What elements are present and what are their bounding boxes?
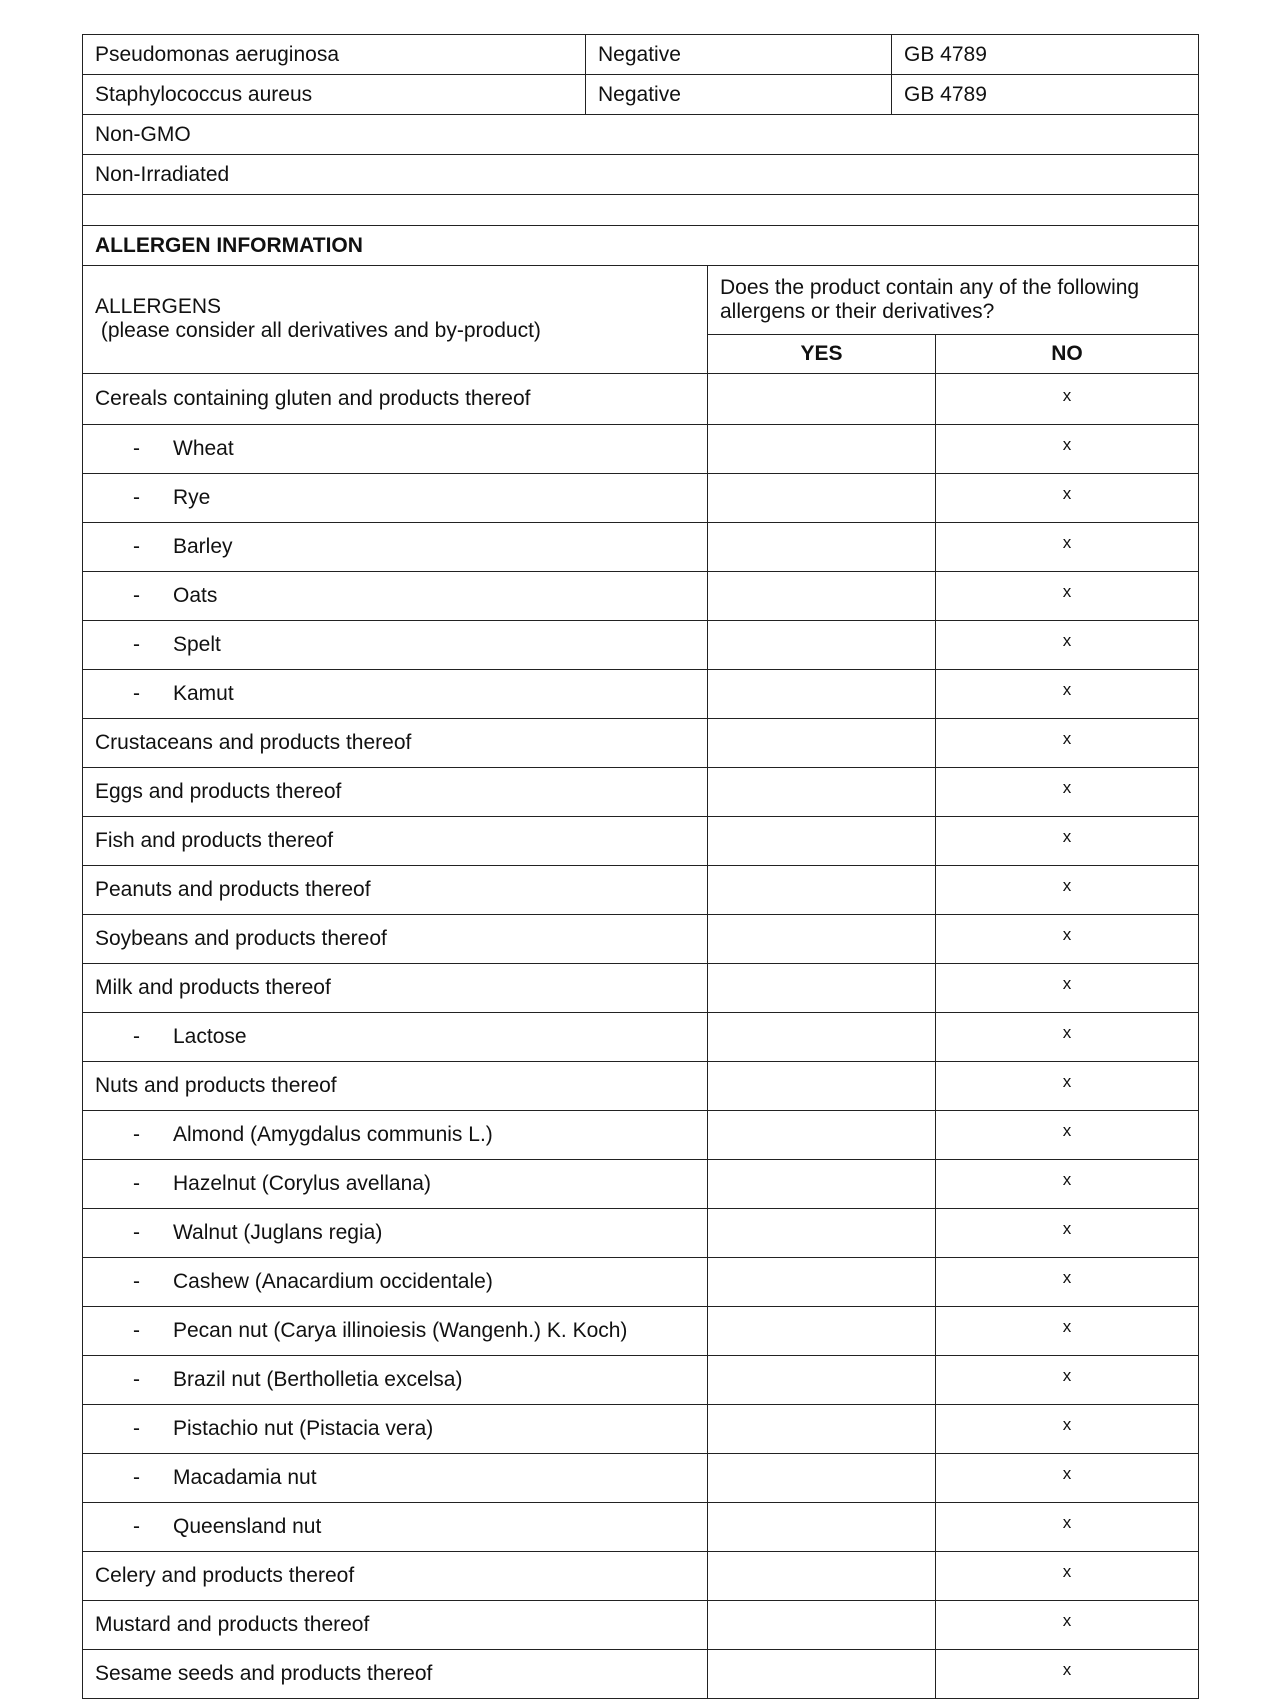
table-row — [83, 865, 1199, 914]
empty-row — [83, 195, 1199, 226]
allergen-name-cell — [83, 1257, 708, 1306]
no-mark: x — [936, 1404, 1199, 1453]
table-row — [83, 571, 1199, 620]
no-mark: x — [936, 1551, 1199, 1600]
table-row — [83, 1012, 1199, 1061]
yes-mark — [708, 1012, 936, 1061]
yes-mark — [708, 1502, 936, 1551]
allergen-name-cell — [83, 1404, 708, 1453]
table-row — [83, 963, 1199, 1012]
allergen-name: Wheat — [173, 436, 234, 460]
table-row — [83, 75, 1199, 115]
yes-mark — [708, 1208, 936, 1257]
sub-item-marker: - — [133, 1171, 140, 1195]
no-mark: x — [936, 1502, 1199, 1551]
table-row — [83, 1600, 1199, 1649]
allergen-name: Pistachio nut (Pistacia vera) — [173, 1416, 434, 1440]
no-mark: x — [936, 914, 1199, 963]
micro-method: GB 4789 — [892, 35, 1199, 75]
table-row — [83, 522, 1199, 571]
yes-mark — [708, 1061, 936, 1110]
table-row — [83, 35, 1199, 75]
allergen-name-cell — [83, 1012, 708, 1061]
allergen-name: Brazil nut (Bertholletia excelsa) — [173, 1367, 463, 1391]
table-row — [83, 620, 1199, 669]
allergen-name-cell — [83, 1306, 708, 1355]
sub-item-marker: - — [133, 1367, 140, 1391]
micro-name: Staphylococcus aureus — [83, 75, 586, 115]
no-mark: x — [936, 1061, 1199, 1110]
no-column-header: NO — [936, 334, 1199, 373]
yes-mark — [708, 1355, 936, 1404]
table-row — [83, 669, 1199, 718]
no-mark: x — [936, 669, 1199, 718]
no-mark: x — [936, 1649, 1199, 1698]
table-row — [83, 155, 1199, 195]
allergens-column-header — [83, 265, 708, 373]
table-row — [83, 424, 1199, 473]
yes-mark — [708, 669, 936, 718]
yes-mark — [708, 865, 936, 914]
allergen-name: Rye — [173, 485, 211, 509]
allergen-name-cell: Crustaceans and products thereof — [83, 718, 708, 767]
table-row — [83, 1208, 1199, 1257]
micro-result: Negative — [586, 35, 892, 75]
table-row — [83, 767, 1199, 816]
allergen-name: Almond (Amygdalus communis L.) — [173, 1122, 493, 1146]
no-mark: x — [936, 963, 1199, 1012]
table-row — [83, 914, 1199, 963]
allergen-name-cell — [83, 1159, 708, 1208]
no-mark: x — [936, 1355, 1199, 1404]
no-mark: x — [936, 522, 1199, 571]
table-row — [83, 373, 1199, 424]
allergens-note: (please consider all derivatives and by-product) — [95, 319, 541, 342]
sub-item-marker: - — [133, 436, 140, 460]
no-mark: x — [936, 1159, 1199, 1208]
yes-mark — [708, 522, 936, 571]
micro-table — [82, 34, 1199, 266]
yes-mark — [708, 767, 936, 816]
sub-item-marker: - — [133, 1514, 140, 1538]
yes-mark — [708, 1404, 936, 1453]
section-title: ALLERGEN INFORMATION — [83, 226, 1199, 266]
allergen-name: Queensland nut — [173, 1514, 322, 1538]
yes-mark — [708, 1159, 936, 1208]
table-row — [83, 1649, 1199, 1698]
allergen-name-cell — [83, 424, 708, 473]
allergen-name-cell: Peanuts and products thereof — [83, 865, 708, 914]
table-row — [83, 195, 1199, 226]
allergen-name-cell — [83, 620, 708, 669]
table-row — [83, 1306, 1199, 1355]
yes-mark — [708, 571, 936, 620]
table-row — [83, 1159, 1199, 1208]
sub-item-marker: - — [133, 1465, 140, 1489]
micro-result: Negative — [586, 75, 892, 115]
table-row — [83, 1061, 1199, 1110]
allergen-name-cell: Eggs and products thereof — [83, 767, 708, 816]
allergen-name: Lactose — [173, 1024, 247, 1048]
yes-mark — [708, 1600, 936, 1649]
yes-mark — [708, 1110, 936, 1159]
allergen-table — [82, 265, 1199, 1699]
table-row — [83, 1453, 1199, 1502]
yes-mark — [708, 914, 936, 963]
table-row — [83, 816, 1199, 865]
allergen-name: Macadamia nut — [173, 1465, 317, 1489]
yes-mark — [708, 373, 936, 424]
yes-mark — [708, 1306, 936, 1355]
no-mark: x — [936, 1306, 1199, 1355]
allergen-name-cell: Soybeans and products thereof — [83, 914, 708, 963]
spec-document — [82, 34, 1198, 1699]
allergen-name: Pecan nut (Carya illinoiesis (Wangenh.) K. Koch) — [173, 1318, 628, 1342]
sub-item-marker: - — [133, 1024, 140, 1048]
yes-column-header: YES — [708, 334, 936, 373]
allergen-name: Hazelnut (Corylus avellana) — [173, 1171, 431, 1195]
allergen-name: Kamut — [173, 681, 234, 705]
table-row — [83, 1257, 1199, 1306]
yes-mark — [708, 473, 936, 522]
allergen-name-cell — [83, 1453, 708, 1502]
allergen-name-cell — [83, 522, 708, 571]
table-row — [83, 718, 1199, 767]
allergen-name-cell — [83, 1208, 708, 1257]
sub-item-marker: - — [133, 485, 140, 509]
allergen-name: Walnut (Juglans regia) — [173, 1220, 383, 1244]
allergen-name-cell — [83, 1502, 708, 1551]
allergen-name-cell: Sesame seeds and products thereof — [83, 1649, 708, 1698]
no-mark: x — [936, 1453, 1199, 1502]
table-row — [83, 1110, 1199, 1159]
no-mark: x — [936, 718, 1199, 767]
allergen-name-cell: Celery and products thereof — [83, 1551, 708, 1600]
table-row — [83, 226, 1199, 266]
table-row — [83, 473, 1199, 522]
yes-mark — [708, 1257, 936, 1306]
no-mark: x — [936, 620, 1199, 669]
table-row — [83, 1355, 1199, 1404]
sub-item-marker: - — [133, 534, 140, 558]
no-mark: x — [936, 767, 1199, 816]
status-non-gmo: Non-GMO — [83, 115, 1199, 155]
yes-mark — [708, 1551, 936, 1600]
allergen-name: Barley — [173, 534, 233, 558]
micro-name: Pseudomonas aeruginosa — [83, 35, 586, 75]
no-mark: x — [936, 1110, 1199, 1159]
no-mark: x — [936, 1208, 1199, 1257]
allergen-name-cell: Fish and products thereof — [83, 816, 708, 865]
sub-item-marker: - — [133, 632, 140, 656]
status-non-irradiated: Non-Irradiated — [83, 155, 1199, 195]
allergen-name-cell — [83, 1355, 708, 1404]
yes-mark — [708, 620, 936, 669]
no-mark: x — [936, 473, 1199, 522]
allergen-name: Spelt — [173, 632, 221, 656]
allergens-label: ALLERGENS — [95, 295, 222, 318]
no-mark: x — [936, 816, 1199, 865]
table-row — [83, 1502, 1199, 1551]
no-mark: x — [936, 424, 1199, 473]
allergen-name: Cashew (Anacardium occidentale) — [173, 1269, 493, 1293]
micro-method: GB 4789 — [892, 75, 1199, 115]
allergen-name-cell: Mustard and products thereof — [83, 1600, 708, 1649]
sub-item-marker: - — [133, 1220, 140, 1244]
yes-mark — [708, 1649, 936, 1698]
no-mark: x — [936, 1600, 1199, 1649]
allergen-name-cell — [83, 669, 708, 718]
yes-mark — [708, 1453, 936, 1502]
yes-mark — [708, 816, 936, 865]
table-row — [83, 1551, 1199, 1600]
no-mark: x — [936, 865, 1199, 914]
no-mark: x — [936, 1012, 1199, 1061]
sub-item-marker: - — [133, 1122, 140, 1146]
allergen-name-cell: Milk and products thereof — [83, 963, 708, 1012]
allergen-name-cell: Cereals containing gluten and products thereof — [83, 373, 708, 424]
allergen-name-cell — [83, 1110, 708, 1159]
table-header-row — [83, 265, 1199, 334]
yes-mark — [708, 963, 936, 1012]
yes-mark — [708, 424, 936, 473]
allergen-name-cell: Nuts and products thereof — [83, 1061, 708, 1110]
sub-item-marker: - — [133, 1318, 140, 1342]
allergen-question: Does the product contain any of the following allergens or their derivatives? — [708, 265, 1199, 334]
table-row — [83, 1404, 1199, 1453]
sub-item-marker: - — [133, 681, 140, 705]
table-row — [83, 115, 1199, 155]
no-mark: x — [936, 571, 1199, 620]
no-mark: x — [936, 373, 1199, 424]
sub-item-marker: - — [133, 1416, 140, 1440]
allergen-name-cell — [83, 473, 708, 522]
allergen-name-cell — [83, 571, 708, 620]
allergen-name: Oats — [173, 583, 218, 607]
no-mark: x — [936, 1257, 1199, 1306]
yes-mark — [708, 718, 936, 767]
sub-item-marker: - — [133, 1269, 140, 1293]
sub-item-marker: - — [133, 583, 140, 607]
